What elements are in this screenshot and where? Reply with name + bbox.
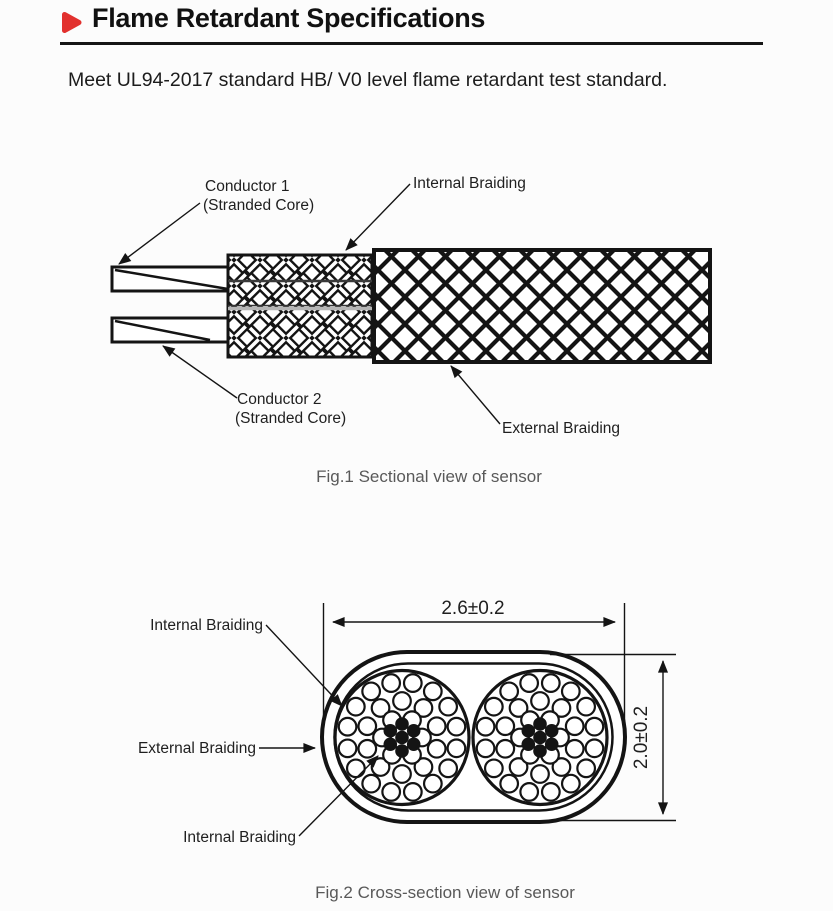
braiding-strand bbox=[428, 740, 446, 758]
fig2-caption: Fig.2 Cross-section view of sensor bbox=[315, 883, 575, 902]
standard-statement: Meet UL94-2017 standard HB/ V0 level flame retardant test standard. bbox=[68, 69, 668, 91]
red-play-icon bbox=[61, 11, 83, 34]
braiding-strand bbox=[477, 740, 495, 758]
braiding-strand bbox=[393, 692, 411, 710]
internal-braiding-bottom-label: Internal Braiding bbox=[183, 829, 296, 846]
width-dimension-value: 2.6±0.2 bbox=[441, 598, 505, 619]
braiding-strand bbox=[382, 783, 400, 801]
conductor-strand bbox=[522, 737, 536, 751]
page-title: Flame Retardant Specifications bbox=[92, 3, 486, 33]
braiding-strand bbox=[500, 683, 518, 701]
braiding-strand bbox=[485, 760, 503, 778]
braiding-strand bbox=[428, 717, 446, 735]
braiding-strand bbox=[358, 740, 376, 758]
braiding-strand bbox=[531, 692, 549, 710]
braiding-strand bbox=[439, 698, 457, 716]
braiding-strand bbox=[586, 718, 604, 736]
braiding-strand bbox=[496, 740, 514, 758]
conductor-strand bbox=[522, 724, 536, 738]
fig1-caption: Fig.1 Sectional view of sensor bbox=[316, 467, 542, 486]
conductor-strand bbox=[533, 717, 547, 731]
braiding-strand bbox=[477, 718, 495, 736]
braiding-strand bbox=[393, 765, 411, 783]
conductor1-label-line2: (Stranded Core) bbox=[203, 197, 315, 214]
braiding-strand bbox=[577, 698, 595, 716]
braiding-strand bbox=[347, 698, 365, 716]
internal-braiding-top-label: Internal Braiding bbox=[150, 617, 263, 634]
braiding-strand bbox=[531, 765, 549, 783]
braiding-strand bbox=[448, 740, 466, 758]
internal-braiding-shape bbox=[228, 255, 372, 357]
conductor-strand bbox=[545, 724, 559, 738]
external-braiding-shape bbox=[374, 250, 710, 362]
braiding-strand bbox=[362, 683, 380, 701]
conductor1-label-line1: Conductor 1 bbox=[205, 178, 290, 195]
conductor2-leader-arrow bbox=[163, 346, 237, 398]
braiding-strand bbox=[562, 683, 580, 701]
braiding-strand bbox=[362, 775, 380, 793]
conductor-strand bbox=[545, 737, 559, 751]
braiding-strand bbox=[347, 760, 365, 778]
braiding-strand bbox=[404, 783, 422, 801]
internal-braiding-top-leader-arrow bbox=[266, 625, 342, 706]
braiding-strand bbox=[339, 718, 357, 736]
conductor-strand bbox=[533, 731, 547, 745]
braiding-strand bbox=[339, 740, 357, 758]
right-core bbox=[473, 671, 607, 805]
braiding-strand bbox=[566, 740, 584, 758]
external-braiding-leader-arrow bbox=[451, 366, 500, 424]
conductor-strand bbox=[407, 724, 421, 738]
conductor-2-shape bbox=[112, 318, 230, 342]
fig1-sectional-view bbox=[0, 140, 833, 510]
braiding-strand bbox=[520, 783, 538, 801]
braiding-strand bbox=[439, 760, 457, 778]
conductor-strand bbox=[395, 717, 409, 731]
braiding-strand bbox=[542, 674, 560, 692]
braiding-strand bbox=[586, 740, 604, 758]
internal-braiding-label: Internal Braiding bbox=[413, 175, 526, 192]
conductor1-leader-arrow bbox=[119, 203, 200, 264]
conductor-strand bbox=[384, 724, 398, 738]
braiding-strand bbox=[562, 775, 580, 793]
conductor-strand bbox=[407, 737, 421, 751]
braiding-strand bbox=[496, 717, 514, 735]
braiding-strand bbox=[358, 717, 376, 735]
conductor-strand bbox=[395, 744, 409, 758]
braiding-strand bbox=[448, 718, 466, 736]
braiding-strand bbox=[542, 783, 560, 801]
title-underline bbox=[60, 42, 763, 45]
braiding-strand bbox=[566, 717, 584, 735]
braiding-strand bbox=[424, 775, 442, 793]
fig2-cross-section-view bbox=[0, 560, 833, 911]
left-core bbox=[335, 671, 469, 805]
braiding-strand bbox=[577, 760, 595, 778]
conductor-strand bbox=[395, 731, 409, 745]
conductor-strand bbox=[533, 744, 547, 758]
external-braiding-label: External Braiding bbox=[137, 740, 256, 757]
braiding-strand bbox=[520, 674, 538, 692]
conductor-1-shape bbox=[112, 267, 230, 291]
conductor-strand bbox=[384, 737, 398, 751]
external-braiding-label: External Braiding bbox=[502, 420, 621, 437]
height-dimension-value: 2.0±0.2 bbox=[631, 705, 652, 770]
internal-braiding-leader-arrow bbox=[346, 184, 410, 250]
conductor2-label-line2: (Stranded Core) bbox=[235, 410, 347, 427]
braiding-strand bbox=[404, 674, 422, 692]
braiding-strand bbox=[424, 683, 442, 701]
braiding-strand bbox=[500, 775, 518, 793]
conductor2-label-line1: Conductor 2 bbox=[237, 391, 322, 408]
braiding-strand bbox=[382, 674, 400, 692]
braiding-strand bbox=[485, 698, 503, 716]
